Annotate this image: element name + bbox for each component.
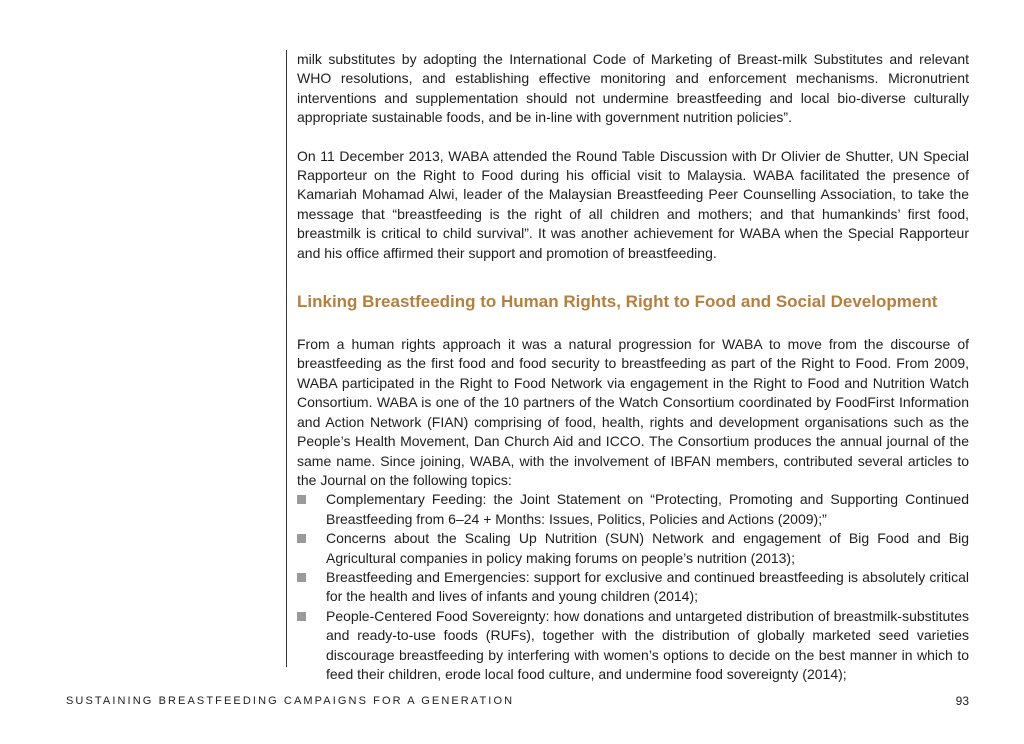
list-item — [297, 568, 969, 607]
square-bullet-icon — [297, 495, 306, 504]
list-item — [297, 490, 969, 529]
margin-rule — [286, 50, 287, 667]
page-number: 93 — [955, 694, 969, 708]
running-footer-title: SUSTAINING BREASTFEEDING CAMPAIGNS FOR A GENERATION — [66, 695, 515, 707]
list-item-text: Breastfeeding and Emergencies: support for exclusive and continued breastfeeding is absolutely critical for the health and lives of infants and young children (2014); — [326, 568, 969, 605]
square-bullet-icon — [297, 534, 306, 543]
list-item-text: Complementary Feeding: the Joint Statement on “Protecting, Promoting and Supporting Continued Breastfeeding from 6–24 + Months: Issues, Politics, Policies and Actions (2009);” — [326, 491, 969, 527]
list-item-text: People-Centered Food Sovereignty: how donations and untargeted distribution of breastmilk-substitutes and ready-to-use foods (RUFs), together with the distribution of globally marketed seed varieties discourage breastfeeding by interfering with women’s options to decide on the best manner in which to feed their children, erode local food culture, and undermine food sovereignty (2014); — [326, 607, 969, 682]
paragraph-december-2013: On 11 December 2013, WABA attended the Round Table Discussion with Dr Olivier de Shutter, UN Special Rapporteur on the Right to Food during his official visit to Malaysia. WABA facilitated the presence of Kamariah Mohamad Alwi, leader of the Malaysian Breastfeeding Peer Counselling Association, to take the message that “breastfeeding is the right of all children and mothers; and that humankinds’ first food, breastmilk is critical to child survival”. It was another achievement for WABA when the Special Rapporteur and his office affirmed their support and promotion of breastfeeding. — [297, 147, 969, 261]
paragraph-intro: milk substitutes by adopting the International Code of Marketing of Breast-milk Substitutes and relevant WHO resolutions, and establishing effective monitoring and enforcement mechanisms. Micronutrient interventions and supplementation should not undermine breastfeeding and local bio-diverse culturally appropriate sustainable foods, and be in-line with government nutrition policies”. — [297, 51, 969, 126]
page-body — [297, 50, 969, 684]
list-item — [297, 607, 969, 685]
square-bullet-icon — [297, 612, 306, 621]
topic-list — [297, 490, 969, 684]
paragraph-right-to-food: From a human rights approach it was a natural progression for WABA to move from the discourse of breastfeeding as the first food and food security to breastfeeding as part of the Right to Food. From 2009, WABA participated in the Right to Food Network via engagement in the Right to Food and Nutrition Watch Consortium. WABA is one of the 10 partners of the Watch Consortium coordinated by FoodFirst Information and Action Network (FIAN) comprising of food, health, rights and development organisations such as the People’s Health Movement, Dan Church Aid and ICCO. The Consortium produces the annual journal of the same name. Since joining, WABA, with the involvement of IBFAN members, contributed several articles to the Journal on the following topics: — [297, 336, 969, 488]
section-heading: Linking Breastfeeding to Human Rights, Right to Food and Social Development — [297, 292, 938, 312]
list-item-text: Concerns about the Scaling Up Nutrition (SUN) Network and engagement of Big Food and Big Agricultural companies in policy making forums on people’s nutrition (2013); — [326, 530, 969, 566]
square-bullet-icon — [297, 573, 306, 582]
list-item — [297, 529, 969, 568]
